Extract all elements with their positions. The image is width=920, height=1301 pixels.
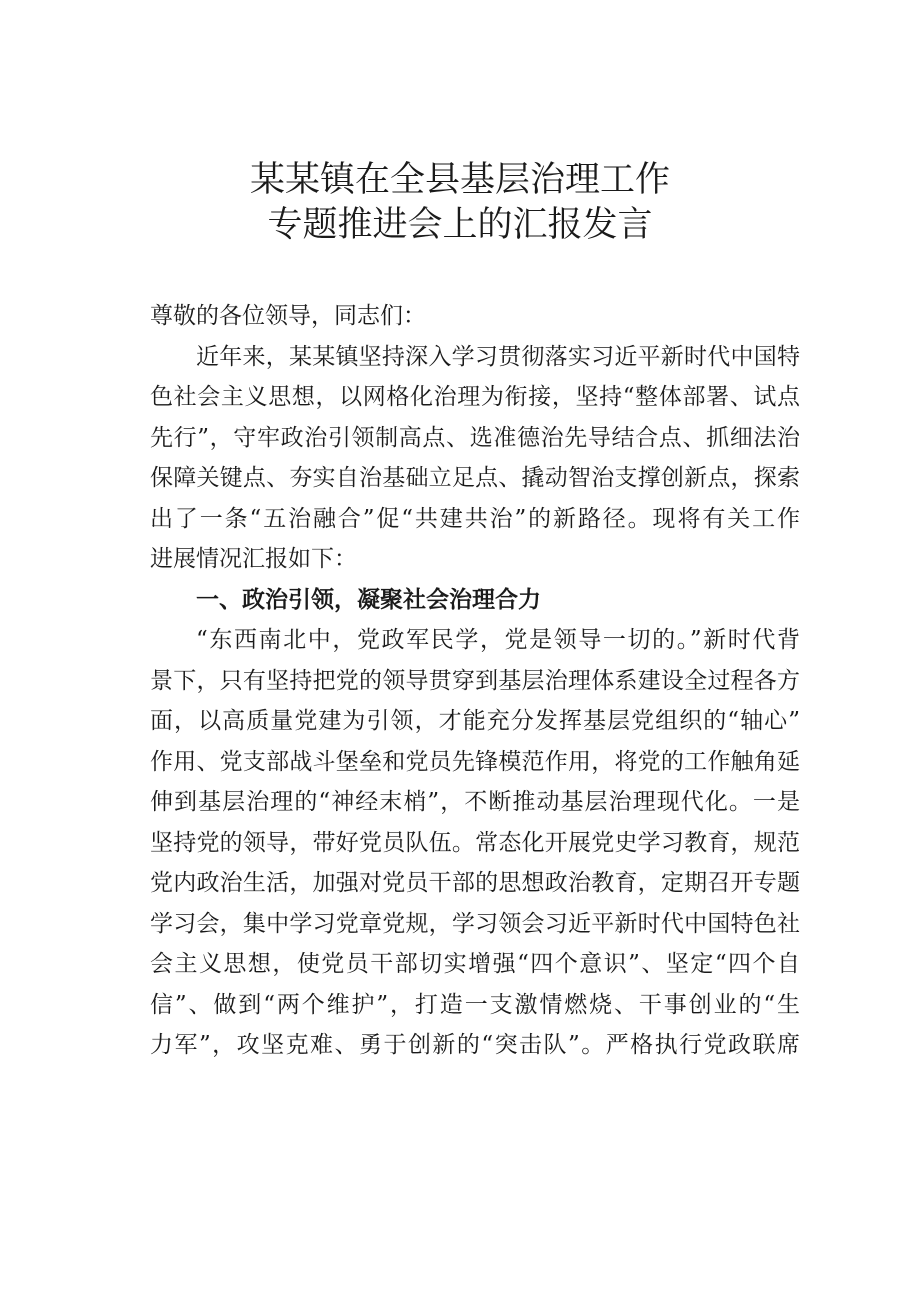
intro-line: 出了一条“五治融合”促“共建共治”的新路径。现将有关工作: [150, 505, 800, 532]
intro-line: 近年来，某某镇坚持深入学习贯彻落实习近平新时代中国特: [196, 343, 800, 370]
paragraph-line: 面，以高质量党建为引领，才能充分发挥基层党组织的“轴心”: [150, 708, 800, 734]
intro-line: 先行”，守牢政治引领制高点、选准德治先导结合点、抓细法治: [150, 424, 800, 451]
intro-paragraph: [150, 337, 800, 580]
intro-line: 保障关键点、夯实自治基础立足点、撬动智治支撑创新点，探索: [150, 465, 800, 491]
paragraph-line: 信”、做到“两个维护”，打造一支激情燃烧、干事创业的“生: [150, 991, 800, 1018]
intro-line: 色社会主义思想，以网格化治理为衔接，坚持“整体部署、试点: [150, 384, 800, 410]
document-title: [0, 158, 920, 248]
title-line-1: 某某镇在全县基层治理工作: [249, 160, 670, 200]
paragraph-line: “东西南北中，党政军民学，党是领导一切的。”新时代背: [196, 627, 800, 653]
section1-paragraph: [150, 620, 800, 1066]
paragraph-line: 作用、党支部战斗堡垒和党员先锋模范作用，将党的工作触角延: [150, 748, 800, 775]
paragraph-line: 学习会，集中学习党章党规，学习领会习近平新时代中国特色社: [150, 910, 800, 937]
paragraph-line: 力军”，攻坚克难、勇于创新的“突击队”。严格执行党政联席: [150, 1032, 800, 1058]
salutation: 尊敬的各位领导，同志们：: [150, 303, 426, 329]
paragraph-line: 坚持党的领导，带好党员队伍。常态化开展党史学习教育，规范: [150, 829, 800, 856]
intro-line: 进展情况汇报如下：: [150, 546, 357, 572]
paragraph-line: 伸到基层治理的“神经末梢”，不断推动基层治理现代化。一是: [150, 789, 800, 815]
paragraph-line: 景下，只有坚持把党的领导贯穿到基层治理体系建设全过程各方: [150, 667, 800, 694]
paragraph-line: 会主义思想，使党员干部切实增强“四个意识”、坚定“四个自: [150, 951, 800, 977]
title-line-2: 专题推进会上的汇报发言: [267, 205, 653, 245]
paragraph-line: 党内政治生活，加强对党员干部的思想政治教育，定期召开专题: [150, 870, 800, 896]
document-body: [150, 296, 800, 1066]
section-heading: 一、政治引领，凝聚社会治理合力: [196, 586, 541, 613]
